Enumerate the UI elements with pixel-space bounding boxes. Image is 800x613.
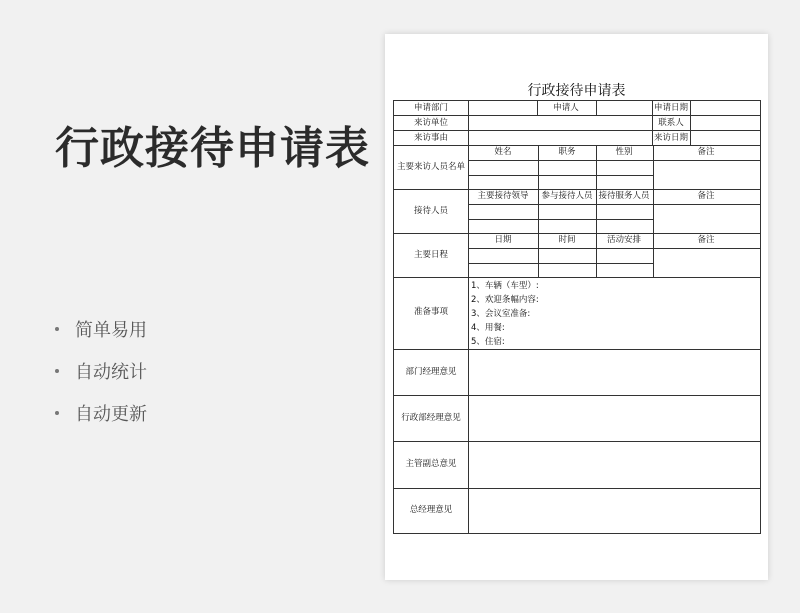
grid-line <box>596 145 597 278</box>
grid-line <box>394 277 760 278</box>
label-reception-staff: 接待人员 <box>413 206 449 216</box>
label-gm-opinion: 总经理意见 <box>409 505 453 515</box>
label-visitor-list: 主要来访人员名单 <box>396 162 466 172</box>
grid-line <box>538 145 539 278</box>
grid-line <box>690 115 691 131</box>
promo-title: 行政接待申请表 <box>55 123 370 174</box>
label-main-schedule: 主要日程 <box>413 250 449 260</box>
grid-line <box>394 130 760 131</box>
prep-item: 4、用餐: <box>471 323 505 333</box>
grid-line <box>394 488 760 489</box>
header-main-host: 主要接待领导 <box>477 191 529 201</box>
prep-item: 3、会议室准备: <box>471 309 531 319</box>
label-contact: 联系人 <box>658 118 684 128</box>
grid-line <box>394 441 760 442</box>
feature-label: 自动更新 <box>75 404 147 425</box>
grid-line <box>690 101 691 116</box>
grid-line <box>690 130 691 146</box>
feature-list <box>55 308 147 434</box>
header-reception-remarks: 备注 <box>697 191 715 201</box>
feature-item <box>55 392 147 434</box>
grid-line <box>468 248 760 249</box>
label-apply-dept: 申请部门 <box>413 103 449 113</box>
label-visit-date: 来访日期 <box>653 133 689 143</box>
header-schedule-remarks: 备注 <box>697 235 715 245</box>
label-preparation: 准备事项 <box>413 307 449 317</box>
header-participants: 参与接待人员 <box>541 191 593 201</box>
header-activity: 活动安排 <box>606 235 642 245</box>
grid-line <box>468 204 760 205</box>
label-deputy-gm-opinion: 主管副总意见 <box>405 459 457 469</box>
grid-line <box>394 115 760 116</box>
grid-line <box>468 263 653 264</box>
feature-item <box>55 308 147 350</box>
grid-line <box>394 395 760 396</box>
form-table <box>393 100 761 534</box>
prep-item: 1、车辆（车型）: <box>471 281 539 291</box>
form-title: 行政接待申请表 <box>527 83 626 99</box>
feature-label: 自动统计 <box>75 362 147 383</box>
grid-line <box>652 101 653 116</box>
bullet-icon <box>55 327 59 331</box>
label-admin-manager-opinion: 行政部经理意见 <box>401 413 461 423</box>
bullet-icon <box>55 369 59 373</box>
label-dept-manager-opinion: 部门经理意见 <box>405 367 457 377</box>
grid-line <box>394 349 760 350</box>
grid-line <box>652 130 653 146</box>
form-preview-paper <box>385 34 768 580</box>
grid-line <box>537 101 538 116</box>
header-service-staff: 接待服务人员 <box>598 191 650 201</box>
header-visitor-name: 姓名 <box>494 147 512 157</box>
grid-line <box>652 115 653 131</box>
grid-line <box>596 101 597 116</box>
grid-line <box>394 189 760 190</box>
header-visitor-title: 职务 <box>558 147 576 157</box>
header-schedule-date: 日期 <box>494 235 512 245</box>
grid-line <box>468 101 469 533</box>
label-apply-date: 申请日期 <box>653 103 689 113</box>
feature-label: 简单易用 <box>75 320 147 341</box>
feature-item <box>55 350 147 392</box>
label-applicant: 申请人 <box>553 103 579 113</box>
header-visitor-gender: 性别 <box>615 147 633 157</box>
prep-item: 5、住宿: <box>471 337 505 347</box>
label-visit-reason: 来访事由 <box>413 133 449 143</box>
grid-line <box>653 145 654 278</box>
label-visitor-unit: 来访单位 <box>413 118 449 128</box>
grid-line <box>394 145 760 146</box>
grid-line <box>468 160 760 161</box>
grid-line <box>468 175 653 176</box>
grid-line <box>468 219 653 220</box>
grid-line <box>394 233 760 234</box>
bullet-icon <box>55 411 59 415</box>
header-visitor-remarks: 备注 <box>697 147 715 157</box>
prep-item: 2、欢迎条幅内容: <box>471 295 539 305</box>
header-schedule-time: 时间 <box>558 235 576 245</box>
